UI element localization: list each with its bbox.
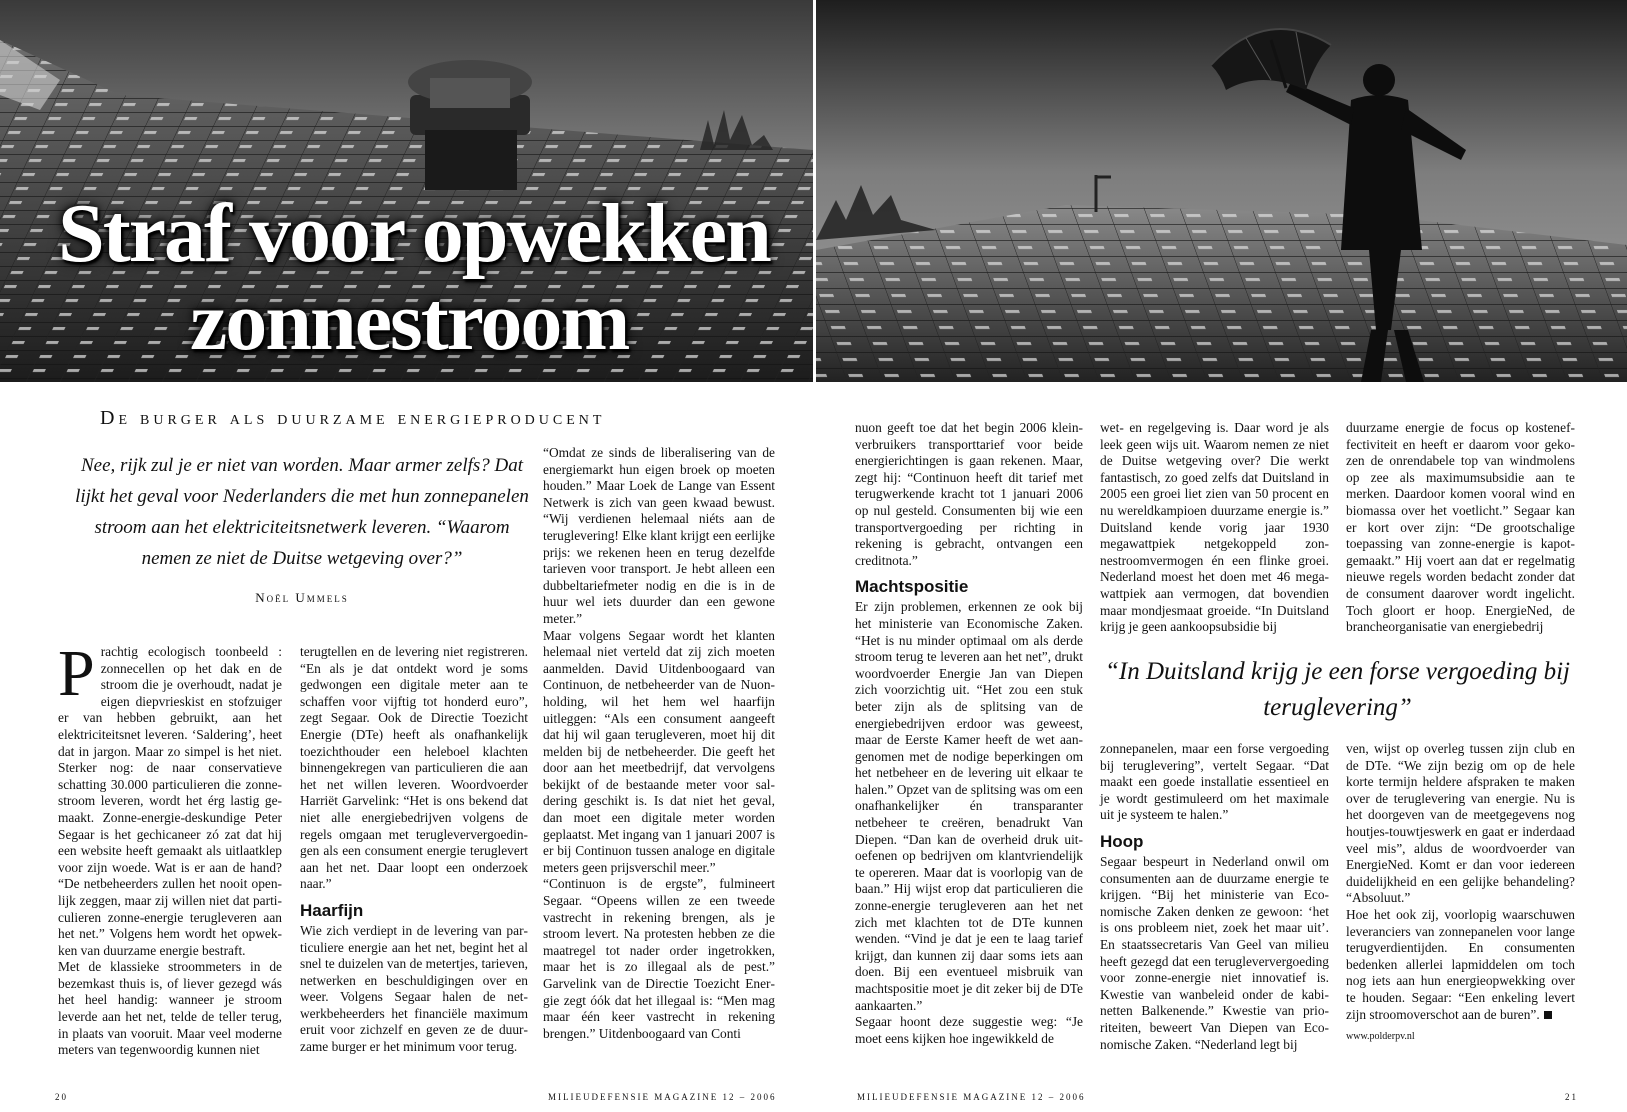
center-gutter bbox=[813, 0, 816, 1112]
paragraph: zonnepanelen, maar een forse vergoeding bij teruglevering”, vertelt Segaar. “Dat maakt een goede installatie essentieel en je wordt gestimuleerd om het maximale uit je systeem te halen.” bbox=[1100, 741, 1329, 823]
section-label: De burger als duurzame energieproducent bbox=[100, 407, 606, 429]
paragraph: Er zijn problemen, erkennen ze ook bij het ministerie van Economische Zaken. “Het is nu minder optimaal om als derde stroom terug te leveren aan het net”, drukt woordvoerder Energie Jan van Diepen zich voorzichtig uit. “Het zou een stuk beter zijn als de splitsing van de energiebedrijven erdoor was geweest, maar de Eerste Kamer heeft de wet aangenomen met de nodige beperkingen om het netbeheer en de levering uit elkaar te halen.” Opzet van de splitsing was om een onafhankelijker én transparanter netbeheer te creëren, benadrukt Van Diepen. “Dan kan de overheid druk uitoefenen op bedrijven om klantvriendelijk te opereren. Maar dat is voorlopig van de baan.” Hij wijst erop dat particulieren die zonne-energie terugleveren aan het net zich met klachten tot de DTe kunnen wenden. “Vind je dat je een te laag tarief krijgt, dan kunnen zij daar soms iets aan doen. Bij een eventueel misbruik van machtspositie moet je dit zeker bij de DTe aankaarten.” bbox=[855, 599, 1083, 1013]
article-lede: Nee, rijk zul je er niet van worden. Maar armer zelfs? Dat lijkt het geval voor Nederlanders die met hun zonnepanelen stroom aan het elektriciteitsnetwerk leveren. “Waarom nemen ze niet de Duitse wetgeving over?” bbox=[75, 455, 529, 569]
page-number-left: 20 bbox=[55, 1092, 68, 1102]
paragraph: Maar volgens Segaar wordt het klanten helemaal niet verteld dat zij zich moeten aanmelden. David Uitdenboogaard van Continuon, de netbeheerder van de Nuon-holding, wil het hem wel haarfijn uitleggen: “Als een consument aangeeft dat hij wil gaan terugleveren, moet hij dit melden bij de netbeheerder. Die geeft het door aan het meetbedrijf, dat vervolgens bekijkt of de bestaande meter voor saldering geschikt is. Is dat niet het geval, dan moet een digitale meter worden geplaatst. Met ingang van 1 januari 2007 is er bij Continuon tussen analoge en digitale meters geen prijsverschil meer.” bbox=[543, 627, 775, 875]
column-6-bottom bbox=[1346, 741, 1575, 1046]
subheading-haarfijn: Haarfijn bbox=[300, 900, 364, 920]
column-5-bottom bbox=[1100, 741, 1329, 1053]
column-4 bbox=[855, 420, 1083, 1047]
column-3 bbox=[543, 445, 775, 1042]
subheading-machtspositie: Machtspositie bbox=[855, 577, 969, 597]
paragraph: ven, wijst op overleg tussen zijn club en de DTe. “We zijn bezig om op de hele korte termijn heldere afspraken te maken over de teruglevering van energie. Nu is het doorgeven van de meetgegevens nog houtjes-touwtjeswerk en gaat er inderdaad veel mis”, aldus de woordvoerder van EnergieNed. Komt er dan voor iedereen duidelijkheid en een gelijke behandeling? “Absoluut.” bbox=[1346, 741, 1575, 906]
page-number-right: 21 bbox=[1565, 1092, 1578, 1102]
paragraph: “Continuon is de ergste”, fulmineert Segaar. “Opeens willen ze een tweede vastrecht in rekening brengen, als je stroom levert. Na protesten hebben ze die maatregel tot nader order ingetrokken, maar het is zo illegaal als de pest.” Garvelink van de Directie Toezicht Energie zegt óók dat het illegaal is: “Men mag maar één keer vastrecht in rekening brengen.” Uitdenboogaard van Conti bbox=[543, 876, 775, 1041]
drop-cap: P bbox=[58, 637, 95, 710]
paragraph-text: rachtig ecologisch toonbeeld : zonnecellen op het dak en de stroom die je overhoudt, nadat je eigen diepvrieskist en stofzuiger er van hebben gebruikt, aan het elektriciteitsnet leveren. ‘Saldering’, heet dat in jargon. Maar zo simpel is het niet. Sterker nog: de naar conservatieve schatting 30.000 particulieren die zonnestroom leveren, wordt het érg lastig gemaakt. Zonne-energie-deskundige Peter Segaar is het gechicaneer zó zat dat hij een website heeft gemaakt als uitlaatklep voor zijn woede. Wat is er aan de hand? “De netbeheerders zullen het nooit openlijk zeggen, maar zij willen niet dat particulieren zonne-energie terugleveren aan het net.” Volgens hem wordt het opwekken van duurzame energie bestraft. bbox=[58, 644, 282, 958]
man-with-umbrella-image bbox=[816, 0, 1627, 382]
article-headline bbox=[58, 187, 818, 368]
column-1 bbox=[58, 637, 282, 1059]
paragraph bbox=[58, 637, 282, 959]
paragraph: Met de klassieke stroommeters in de bezemkast thuis is, of liever gezegd wás het heel handig: wanneer je stroom leverde aan het net, telde de teller terug, in plaats van vooruit. Maar veel moderne meters van tegenwoordig kunnen niet bbox=[58, 959, 282, 1058]
paragraph-text: Hoe het ook zij, voorlopig waarschuwen leveranciers van zonnepanelen voor lange terugverdientijden. En consumenten bedenken allerlei lapmiddelen om toch nog iets aan hun energieopwekking over te houden. Segaar: “Een enkeling levert zijn stroomoverschot aan de buren”. bbox=[1346, 906, 1575, 1022]
rooftop-photo-right bbox=[816, 0, 1627, 382]
end-mark-icon bbox=[1544, 1011, 1552, 1019]
paragraph: wet- en regelgeving is. Daar word je als leek geen wijs uit. Waarom nemen ze niet de Duitse wetgeving over? Die werkt fantastisch, zo goed zelfs dat Duitsland in 2005 een groei liet zien van 50 procent en nu wereldkampioen duurzame energie is.” Duitsland kende vorig jaar 1930 megawattpiek netgekoppeld zonnestroomvermogen én een flinke groei. Nederland moest het doen met 46 megawattpiek aan vermogen, dat bovendien maar mondjesmaat groeide. “In Duitsland krijg je geen aankoopsubsidie bij bbox=[1100, 420, 1329, 635]
paragraph: terugtellen en de levering niet registreren. “En als je dat ontdekt word je soms gedwongen een digitale meter aan te schaffen voor vijftig tot honderd euro”, zegt Segaar. Ook de Directie Toezicht Energie (DTe) heeft als onafhankelijk toezichthouder een heleboel klachten binnengekregen van particulieren die aan het net willen leveren. Woordvoerder Harriët Garvelink: “Het is ons bekend dat niet alle energiebedrijven volgens de regels omgaan met terugleververgoedingen als een consument energie teruglevert aan het net. Daar loopt een onderzoek naar.” bbox=[300, 644, 528, 892]
column-2 bbox=[300, 644, 528, 1056]
subheading-hoop: Hoop bbox=[1100, 831, 1144, 851]
pull-quote: “In Duitsland krijg je een forse vergoeding bij teruglevering” bbox=[1105, 658, 1570, 721]
magazine-footer-right: MILIEUDEFENSIE MAGAZINE 12 – 2006 bbox=[857, 1092, 1086, 1102]
paragraph bbox=[1346, 907, 1575, 1023]
headline-line-2: zonnestroom bbox=[190, 275, 629, 368]
source-url: www.polderpv.nl bbox=[1346, 1031, 1415, 1043]
paragraph: nuon geeft toe dat het begin 2006 kleinverbruikers transporttarief voor beide energierichtingen is gaan rekenen. Maar, zegt hij: “Continuon heeft dit tarief met terugwerkende kracht tot 1 januari 2006 op nul gesteld. Consumenten bij wie een transportvergoeding per richting in rekening is gebracht, ontvangen een creditnota.” bbox=[855, 420, 1083, 568]
column-5-top bbox=[1100, 420, 1329, 636]
author-byline: Noël Ummels bbox=[255, 590, 349, 605]
paragraph: Segaar hoont deze suggestie weg: “Je moet eens kijken hoe ingewikkeld de bbox=[855, 1014, 1083, 1046]
column-6-top bbox=[1346, 420, 1575, 636]
magazine-footer-left: MILIEUDEFENSIE MAGAZINE 12 – 2006 bbox=[548, 1092, 777, 1102]
headline-line-1: Straf voor opwekken bbox=[58, 187, 770, 280]
paragraph: Segaar bespeurt in Nederland onwil om consumenten aan de duurzame energie te krijgen. “Bij het ministerie van Economische Zaken denken ze gewoon: ‘het is ons probleem niet, zoek het maar uit’. En staatssecretaris Van Geel van milieu heeft gezegd dat een terugleververgoeding voor zonne-energie niet innovatief is. Kwestie van wanbeleid onder de kabinetten Balkenende.” Kwestie van prioriteiten, beweert Van Diepen van Economische Zaken. “Nederland legt bij bbox=[1100, 853, 1329, 1052]
paragraph: Wie zich verdiept in de levering van particuliere energie aan het net, begint het al snel te duizelen van de metertjes, tarieven, netwerken en beschuldigingen over en weer. Volgens Segaar halen de netwerkbeheerders het financiële maximum eruit voor zichzelf en geven ze de duurzame burger er het minimum voor terug. bbox=[300, 922, 528, 1055]
paragraph: “Omdat ze sinds de liberalisering van de energiemarkt hun eigen broek op moeten houden.” Maar Loek de Lange van Essent Netwerk is zich van geen kwaad bewust. “Wij verdienen helemaal niéts aan de teruglevering! Elke klant krijgt een eerlijke prijs: we rekenen heen en terug dezelfde tarieven voor transport. Je hebt alleen een dubbeltariefmeter nodig en die is in de huur wel iets duurder dan een gewone meter.” bbox=[543, 445, 775, 626]
paragraph: duurzame energie de focus op kosteneffectiviteit en heeft er daarom voor gekozen de onrendabele top van windmolens op zee als maximumsubsidie aan te merken. Daardoor komen vooral wind en biomassa over het voetlicht.” Segaar kan er kort over zijn: “De grootschalige toepassing van zonne-energie is kapotgemaakt.” Hij voert aan dat er regelmatig nieuwe regels worden bedacht zonder dat de consument daarover wordt ingelicht. Toch gloort er hoop. EnergieNed, de brancheorganisatie van energiebedrij bbox=[1346, 420, 1575, 635]
